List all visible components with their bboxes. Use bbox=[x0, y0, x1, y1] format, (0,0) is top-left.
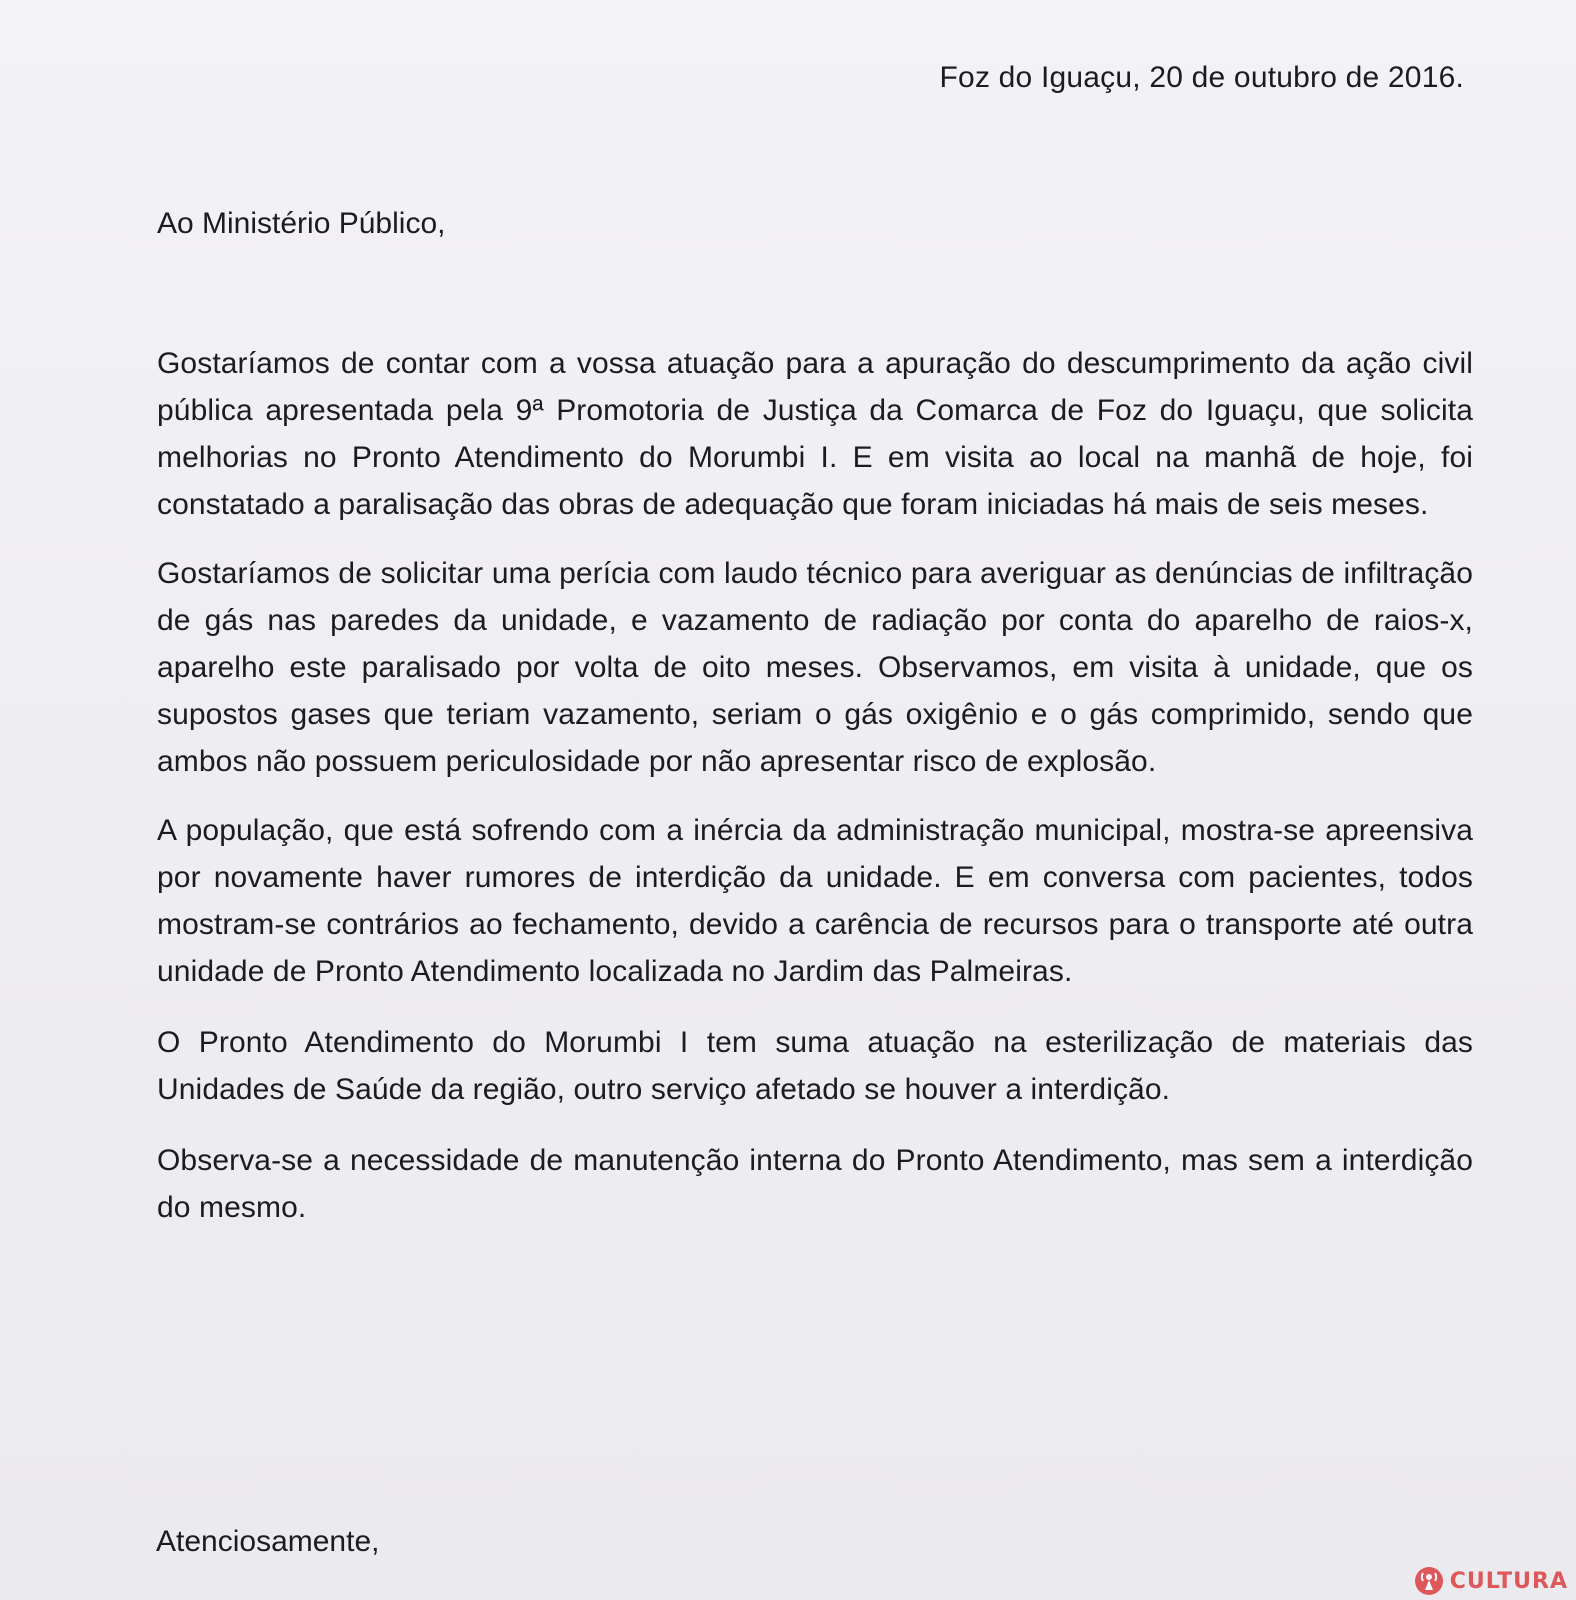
watermark bbox=[1414, 1566, 1568, 1596]
salutation: Ao Ministério Público, bbox=[157, 207, 446, 240]
paragraph: A população, que está sofrendo com a inércia da administração municipal, mostra-se apreensiva por novamente haver rumores de interdição da unidade. E em conversa com pacientes, todos mostram-se contrários ao fechamento, devido a carência de recursos para o transporte até outra unidade de Pronto Atendimento localizada no Jardim das Palmeiras. bbox=[157, 814, 1473, 988]
closing: Atenciosamente, bbox=[156, 1525, 380, 1558]
paragraph: Gostaríamos de contar com a vossa atuação para a apuração do descumprimento da ação civil pública apresentada pela 9ª Promotoria de Justiça da Comarca de Foz do Iguaçu, que solicita melhorias no Pronto Atendimento do Morumbi I. E em visita ao local na manhã de hoje, foi constatado a paralisação das obras de adequação que foram iniciadas há mais de seis meses. bbox=[157, 347, 1473, 521]
paragraph: Observa-se a necessidade de manutenção interna do Pronto Atendimento, mas sem a interdição do mesmo. bbox=[157, 1144, 1473, 1224]
paragraph: Gostaríamos de solicitar uma perícia com laudo técnico para averiguar as denúncias de infiltração de gás nas paredes da unidade, e vazamento de radiação por conta do aparelho de raios-x, aparelho este paralisado por volta de oito meses. Observamos, em visita à unidade, que os supostos gases que teriam vazamento, seriam o gás oxigênio e o gás comprimido, sendo que ambos não possuem periculosidade por não apresentar risco de explosão. bbox=[157, 557, 1473, 778]
paragraph: O Pronto Atendimento do Morumbi I tem suma atuação na esterilização de materiais das Unidades de Saúde da região, outro serviço afetado se houver a interdição. bbox=[157, 1026, 1473, 1106]
date-line: Foz do Iguaçu, 20 de outubro de 2016. bbox=[939, 61, 1464, 94]
watermark-label: CULTURA bbox=[1449, 1568, 1568, 1594]
letter-body bbox=[157, 340, 1473, 1251]
radio-tower-icon bbox=[1414, 1566, 1444, 1596]
